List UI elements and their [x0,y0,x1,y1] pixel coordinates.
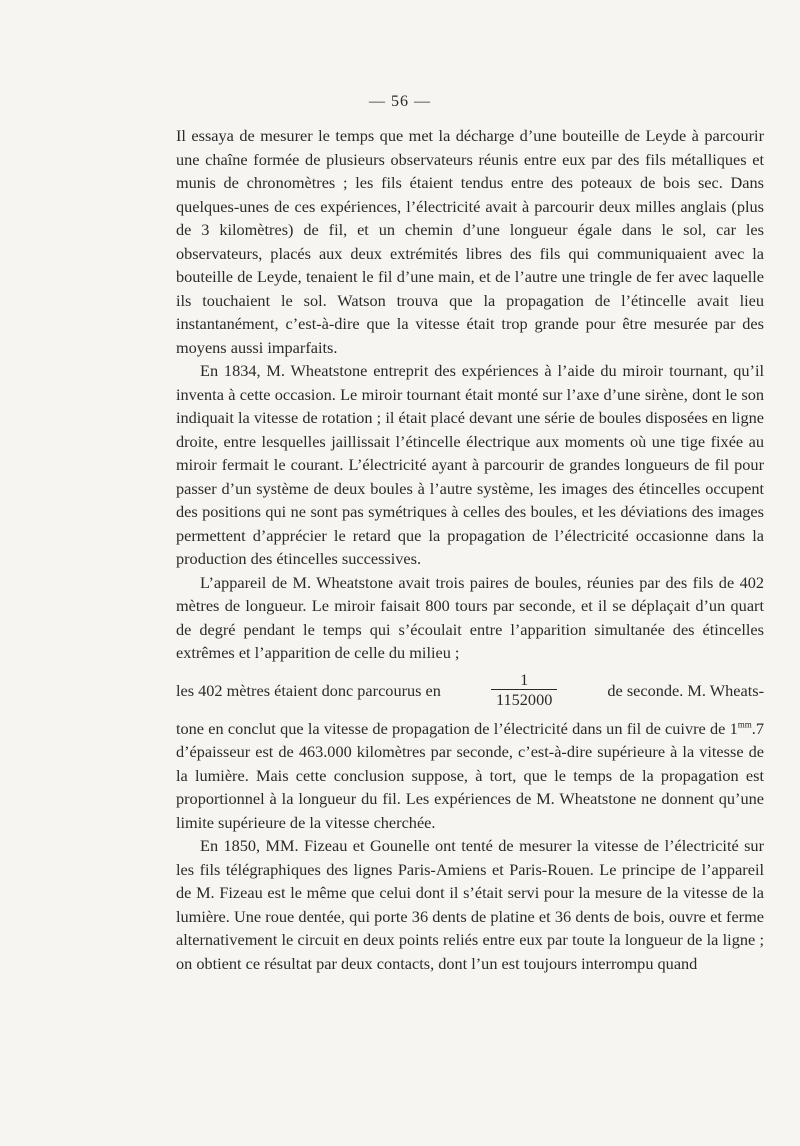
paragraph-3-end [176,717,764,835]
paragraph-1: Il essaya de mesurer le temps que met la décharge d’une bouteille de Leyde à parcourir une chaîne formée de plusieurs observateurs réunis entre eux par des fils métalliques et munis de chronomètres ; les fils étaient tendus entre des poteaux de bois sec. Dans quelques-unes de ces expériences, l’électricité avait à parcourir deux milles anglais (plus de 3 kilomètres) de fil, et un chemin d’une longueur égale dans le sol, car les observateurs, placés aux deux extrémités libres des fils qui communiquaient avec la bouteille de Leyde, tenaient le fil d’une main, et de l’autre une tringle de fer avec laquelle ils touchaient le sol. Watson trouva que la propagation de l’étincelle avait lieu instantanément, c’est-à-dire que la vitesse était trop grande pour être mesurée par des moyens aussi imparfaits. [176,126,764,357]
paragraph-2: En 1834, M. Wheatstone entreprit des expériences à l’aide du miroir tournant, qu’il inventa à cette occasion. Le miroir tournant était monté sur l’axe d’une sirène, dont le son indiquait la vitesse de rotation ; il était placé devant une série de boules disposées en ligne droite, entre lesquelles jaillissait l’étincelle électrique aux moments où une tige fixée au miroir fermait le courant. L’électricité ayant à parcourir de grandes longueurs de fil pour passer d’un système de deux boules à l’autre système, les images des étincelles occupent des positions qui ne sont pas symétriques à celles des boules, et les déviations des images permettent d’apprécier le retard que la propagation de l’électricité occasionne dans la production des étincelles successives. [176,361,764,568]
fraction-line-right-text: de seconde. M. Wheats- [607,680,764,700]
fraction-denominator: 1152000 [495,690,553,709]
fraction [491,671,557,710]
paragraph-3-end-a: tone en conclut que la vitesse de propagation de l’électricité dans un fil de cuivre de 1 [176,718,738,738]
fraction-line-left-text: les 402 mètres étaient donc parcourus en [176,680,441,700]
fraction-line [176,669,764,713]
fraction-numerator: 1 [520,670,529,689]
body-text [176,124,764,975]
millimeter-superscript: mm [737,719,752,730]
page-number: — 56 — [369,93,431,110]
paragraph-3-end-b: .7 d’épaisseur est de 463.000 kilomètres par seconde, c’est-à-dire supérieure à la vitesse de la lumière. Mais cette conclusion suppose, à tort, que le temps de la propagation est proportionnel à la longueur du fil. Les expériences de M. Wheatstone ne donnent qu’une limite supérieure de la vitesse cherchée. [176,718,764,832]
paragraph-3-start: L’appareil de M. Wheatstone avait trois paires de boules, réunies par des fils de 402 mètres de longueur. Le miroir faisait 800 tours par seconde, et il se déplaçait d’un quart de degré pendant le temps qui s’écoulait entre l’apparition simultanée des étincelles extrêmes et l’apparition de celle du milieu ; [176,572,764,662]
paragraph-4: En 1850, MM. Fizeau et Gounelle ont tenté de mesurer la vitesse de l’électricité sur les fils télégraphiques des lignes Paris-Amiens et Paris-Rouen. Le principe de l’appareil de M. Fizeau est le même que celui dont il s’était servi pour la mesure de la vitesse de la lumière. Une roue dentée, qui porte 36 dents de platine et 36 dents de bois, ouvre et ferme alternativement le circuit en deux points reliés entre eux par toute la longueur de la ligne ; on obtient ce résultat par deux contacts, dont l’un est toujours interrompu quand [176,836,764,973]
